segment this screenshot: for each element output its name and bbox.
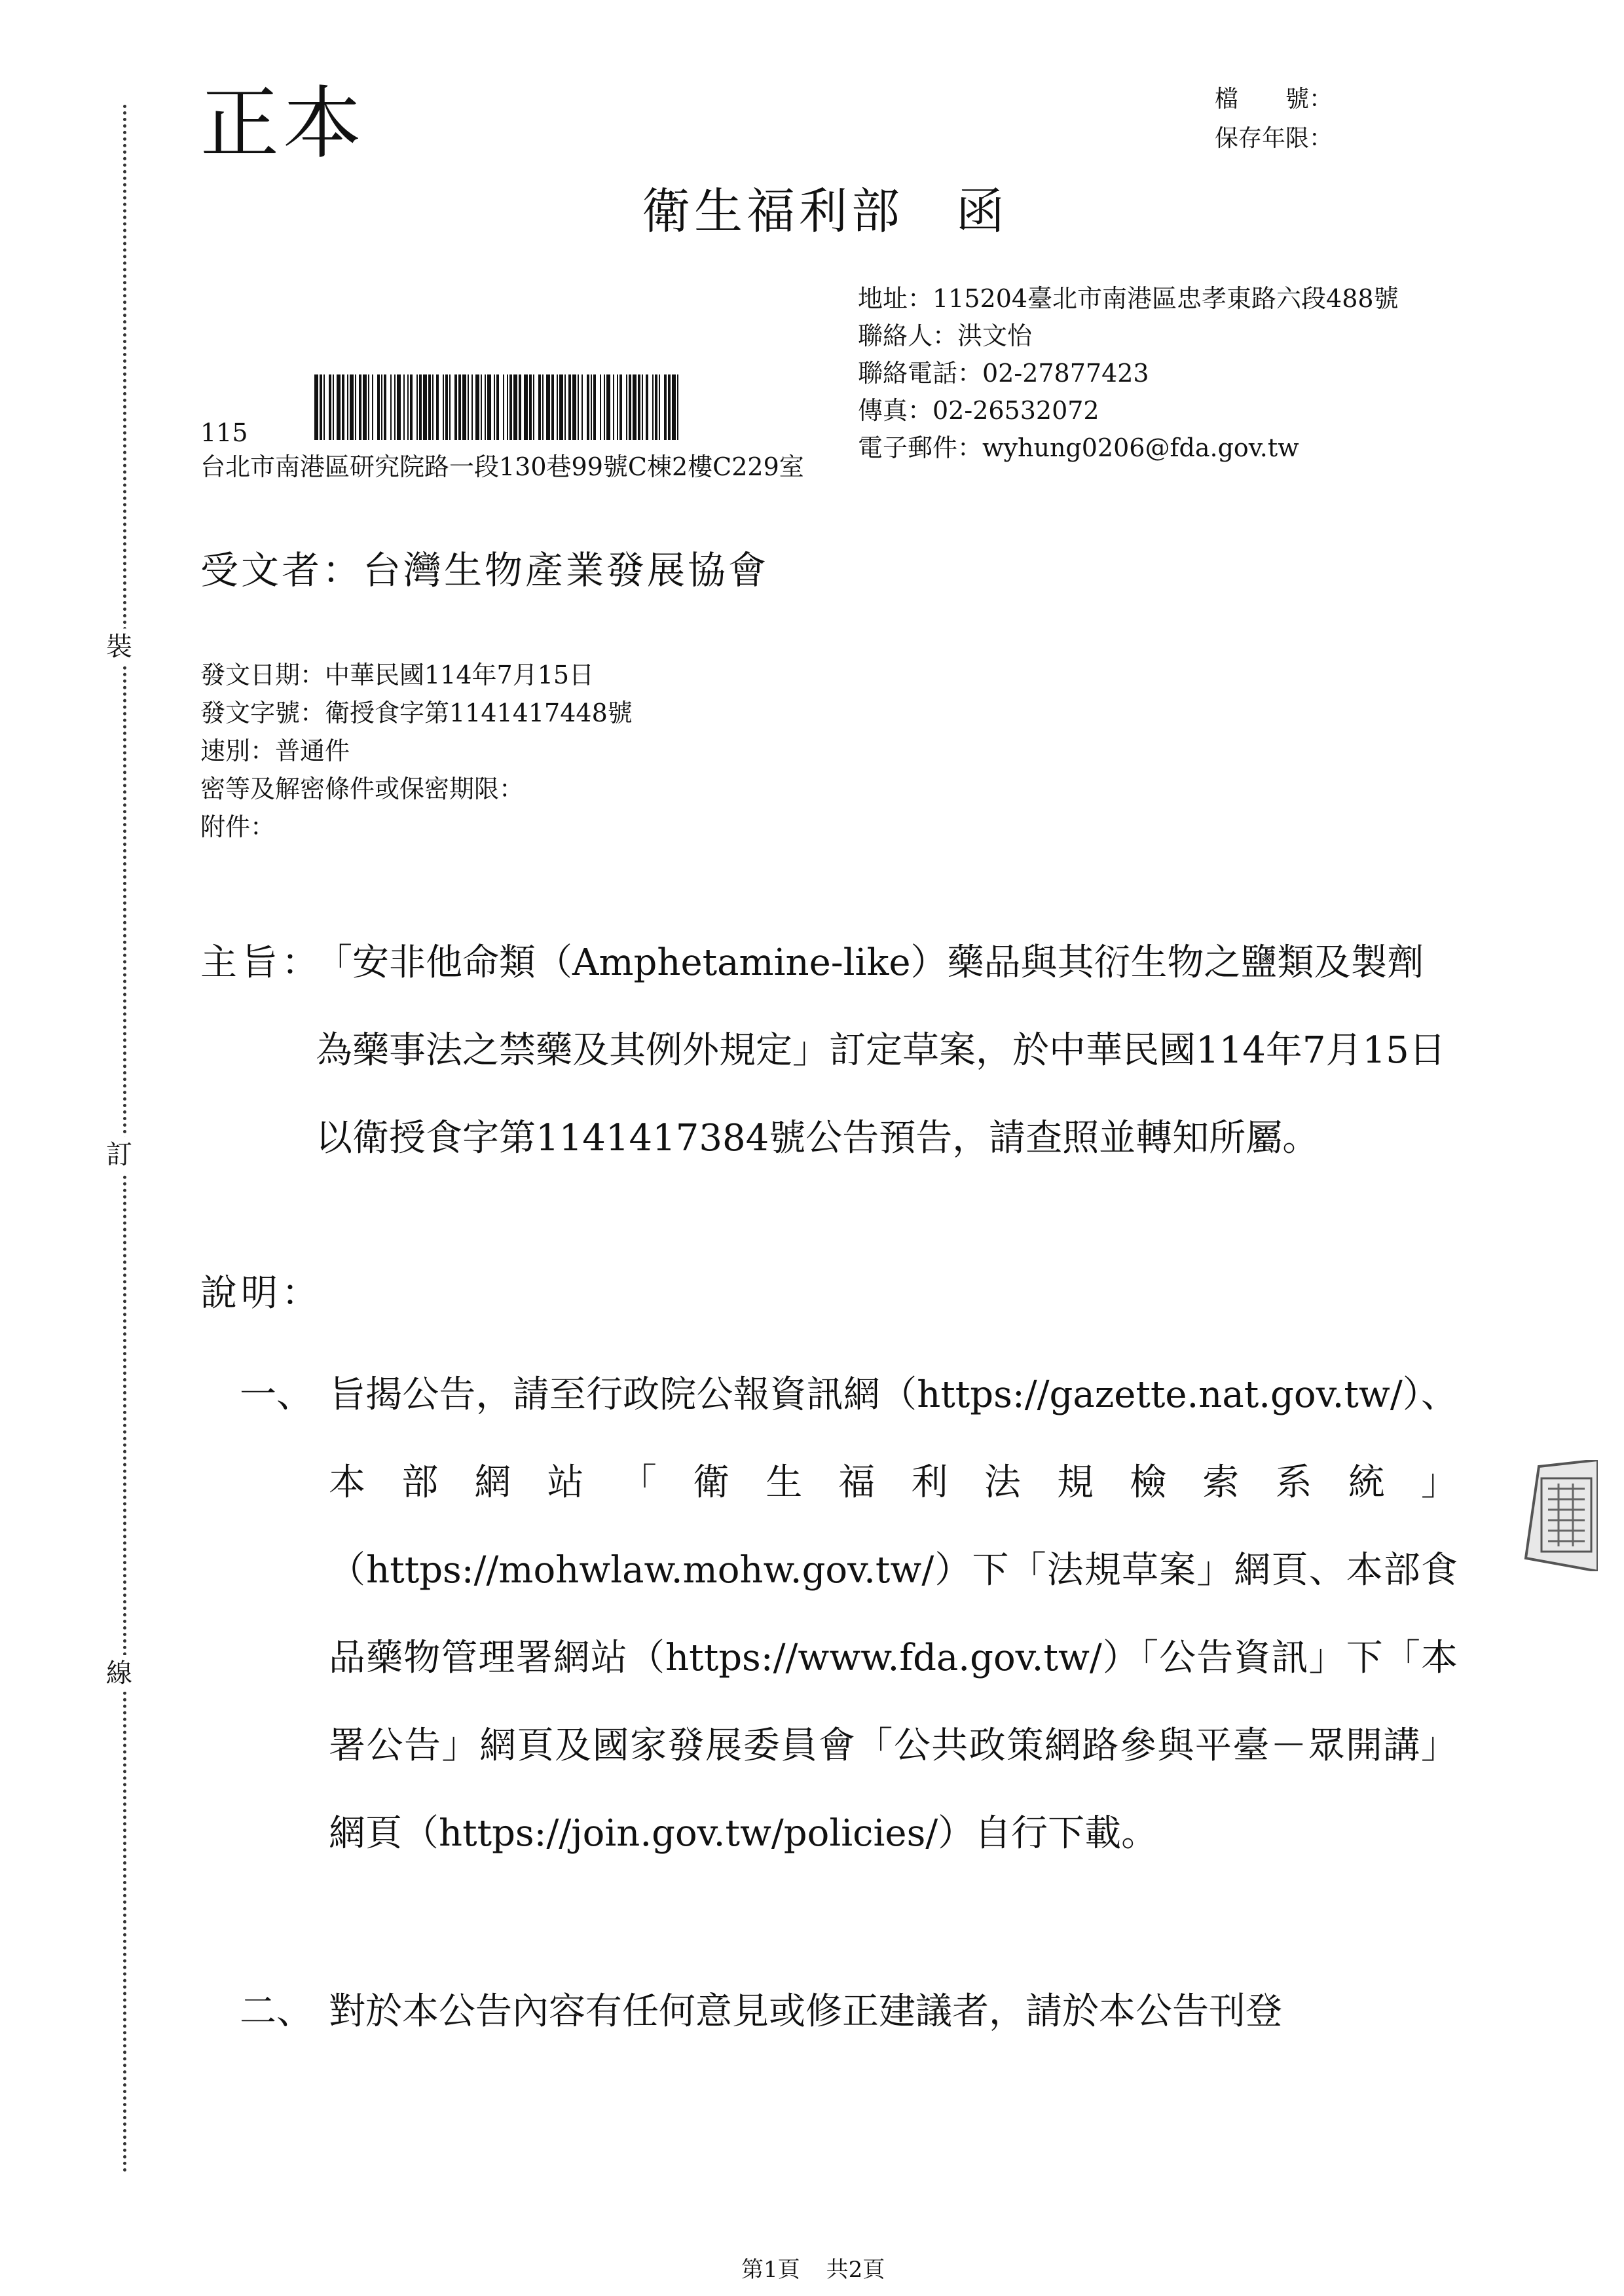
barcode-bar bbox=[496, 374, 499, 440]
barcode-bar bbox=[629, 374, 631, 440]
barcode-bar bbox=[403, 374, 405, 440]
barcode-bar bbox=[423, 374, 427, 440]
barcode-bar bbox=[591, 374, 592, 440]
barcode-bar bbox=[633, 374, 637, 440]
barcode-bar bbox=[606, 374, 610, 440]
barcode-bar bbox=[672, 374, 676, 440]
barcode-bar bbox=[347, 374, 348, 440]
barcode-bar bbox=[410, 374, 413, 440]
barcode-bar bbox=[604, 374, 605, 440]
barcode-bar bbox=[355, 374, 356, 440]
barcode-bar bbox=[677, 374, 678, 440]
barcode-bar bbox=[642, 374, 643, 440]
barcode-bar bbox=[613, 374, 614, 440]
barcode-bar bbox=[507, 374, 508, 440]
barcode-bar bbox=[428, 374, 431, 440]
barcode-bar bbox=[626, 374, 627, 440]
barcode-bar bbox=[559, 374, 563, 440]
barcode-bar bbox=[568, 374, 571, 440]
receiver-address: 台北市南港區研究院路一段130巷99號C棟2樓C229室 bbox=[200, 452, 804, 481]
barcode-bar bbox=[397, 374, 401, 440]
barcode-bar bbox=[407, 374, 409, 440]
barcode-bar bbox=[454, 374, 457, 440]
barcode-bar bbox=[443, 374, 444, 440]
barcode-bar bbox=[372, 374, 373, 440]
barcode-bar bbox=[551, 374, 554, 440]
barcode-bar bbox=[384, 374, 386, 440]
barcode-bar bbox=[572, 374, 576, 440]
explanation-item bbox=[240, 1351, 1458, 1878]
item-text: 對於本公告內容有任何意見或修正建議者，請於本公告刊登 bbox=[329, 1990, 1282, 2033]
barcode-bar bbox=[485, 374, 486, 440]
barcode-bar bbox=[494, 374, 495, 440]
barcode-bar bbox=[646, 374, 648, 440]
item-text: 旨揭公告，請至行政院公報資訊網（https://gazette.nat.gov.tw/）、本部網站「衛生福利法規檢索系統」（https://mohwlaw.mohw.gov.tw/）下「法規草案」網頁、本部食品藥物管理署網站（https://www.fda.gov.tw/）「公告資訊」下「本署公告」網頁及國家發展委員會「公共政策網路參與平臺－眾開講」網頁（https://join.gov.tw/policies/）自行下載。 bbox=[329, 1374, 1458, 1855]
item-number: 一、 bbox=[240, 1374, 313, 1416]
barcode-bar bbox=[668, 374, 671, 440]
binding-mark-xian: 線 bbox=[105, 1655, 134, 1692]
document-meta bbox=[200, 656, 633, 846]
barcode-bar bbox=[659, 374, 660, 440]
barcode-bar bbox=[529, 374, 532, 440]
sender-phone: 聯絡電話：02-27877423 bbox=[858, 359, 1149, 388]
subject-label: 主旨： bbox=[200, 941, 322, 984]
explanation-label: 說明： bbox=[200, 1272, 322, 1315]
original-copy-mark: 正本 bbox=[200, 79, 365, 170]
barcode-bar bbox=[394, 374, 396, 440]
sender-fax: 傳真：02-26532072 bbox=[858, 396, 1099, 425]
explanation-item bbox=[240, 1968, 1458, 2056]
barcode-bar bbox=[337, 374, 341, 440]
barcode-bar bbox=[533, 374, 534, 440]
recipient: 受文者：台灣生物產業發展協會 bbox=[200, 548, 769, 592]
sender-email: 電子郵件：wyhung0206@fda.gov.tw bbox=[858, 433, 1299, 462]
barcode-bar bbox=[419, 374, 422, 440]
barcode-bar bbox=[436, 374, 439, 440]
barcode-bar bbox=[619, 374, 622, 440]
barcode-bar bbox=[481, 374, 482, 440]
barcode-bar bbox=[377, 374, 380, 440]
barcode-bar bbox=[323, 374, 325, 440]
document-title bbox=[642, 183, 1008, 240]
binding-mark-ding: 訂 bbox=[105, 1137, 134, 1173]
barcode-bar bbox=[468, 374, 469, 440]
barcode-bar bbox=[557, 374, 558, 440]
barcode-bar bbox=[587, 374, 589, 440]
barcode-bar bbox=[581, 374, 583, 440]
barcode-bar bbox=[664, 374, 667, 440]
barcode-bar bbox=[652, 374, 654, 440]
barcode-bar bbox=[320, 374, 322, 440]
barcode-bar bbox=[617, 374, 618, 440]
barcode-bar bbox=[432, 374, 434, 440]
page-footer bbox=[741, 2259, 885, 2281]
subject-text: 「安非他命類（Amphetamine-like）藥品與其衍生物之鹽類及製劑為藥事法之禁藥及其例外規定」訂定草案，於中華民國114年7月15日以衛授食字第1141417384號公告預告，請查照並轉知所屬。 bbox=[316, 941, 1446, 1159]
total-pages: 共2頁 bbox=[826, 2257, 885, 2283]
attachment: 附件： bbox=[200, 812, 276, 841]
barcode-bar bbox=[524, 374, 528, 440]
barcode-bar bbox=[390, 374, 392, 440]
barcode-bar bbox=[471, 374, 473, 440]
barcode-bar bbox=[509, 374, 512, 440]
barcode-bar bbox=[638, 374, 640, 440]
barcode-bar bbox=[458, 374, 461, 440]
barcode-bar bbox=[475, 374, 479, 440]
file-info bbox=[1215, 80, 1333, 158]
barcode-bar bbox=[350, 374, 354, 440]
barcode-bar bbox=[333, 374, 334, 440]
barcode-bar bbox=[359, 374, 361, 440]
barcode-bar bbox=[445, 374, 448, 440]
barcode-bar bbox=[329, 374, 331, 440]
barcode-bar bbox=[487, 374, 491, 440]
barcode-bar bbox=[368, 374, 369, 440]
barcode-bar bbox=[655, 374, 657, 440]
barcode-bar bbox=[564, 374, 566, 440]
barcode-bar bbox=[462, 374, 466, 440]
barcode-bar bbox=[363, 374, 367, 440]
barcode-bar bbox=[449, 374, 451, 440]
document-kind: 函 bbox=[956, 183, 1008, 240]
barcode-bar bbox=[546, 374, 550, 440]
barcode-bar bbox=[342, 374, 344, 440]
agency-name: 衛生福利部 bbox=[642, 183, 904, 240]
barcode-bar bbox=[416, 374, 418, 440]
receiver-postcode: 115 bbox=[200, 418, 248, 447]
barcode-bar bbox=[519, 374, 521, 440]
sender-info bbox=[858, 280, 1399, 467]
retention-period-label: 保存年限： bbox=[1215, 125, 1333, 152]
subject-section bbox=[200, 919, 1458, 1182]
sender-address: 地址：115204臺北市南港區忠孝東路六段488號 bbox=[858, 284, 1399, 313]
barcode-bar bbox=[600, 374, 601, 440]
page-number: 第1頁 bbox=[741, 2257, 800, 2283]
barcode-bar bbox=[578, 374, 579, 440]
postal-barcode bbox=[314, 374, 681, 440]
barcode-bar bbox=[381, 374, 382, 440]
barcode-bar bbox=[503, 374, 504, 440]
classification: 密等及解密條件或保密期限： bbox=[200, 774, 525, 803]
barcode-bar bbox=[593, 374, 596, 440]
barcode-bar bbox=[542, 374, 544, 440]
document-number: 發文字號：衛授食字第1141417448號 bbox=[200, 699, 633, 727]
file-number-label: 檔 號： bbox=[1215, 86, 1333, 113]
seal-stamp-fragment bbox=[1519, 1460, 1598, 1571]
binding-mark-zhuang: 裝 bbox=[105, 629, 134, 665]
item-number: 二、 bbox=[240, 1990, 313, 2033]
barcode-bar bbox=[314, 374, 318, 440]
barcode-bar bbox=[538, 374, 541, 440]
sender-contact: 聯絡人：洪文怡 bbox=[858, 321, 1033, 350]
barcode-bar bbox=[513, 374, 517, 440]
issue-date: 發文日期：中華民國114年7月15日 bbox=[200, 661, 595, 689]
delivery-speed: 速別：普通件 bbox=[200, 737, 350, 765]
